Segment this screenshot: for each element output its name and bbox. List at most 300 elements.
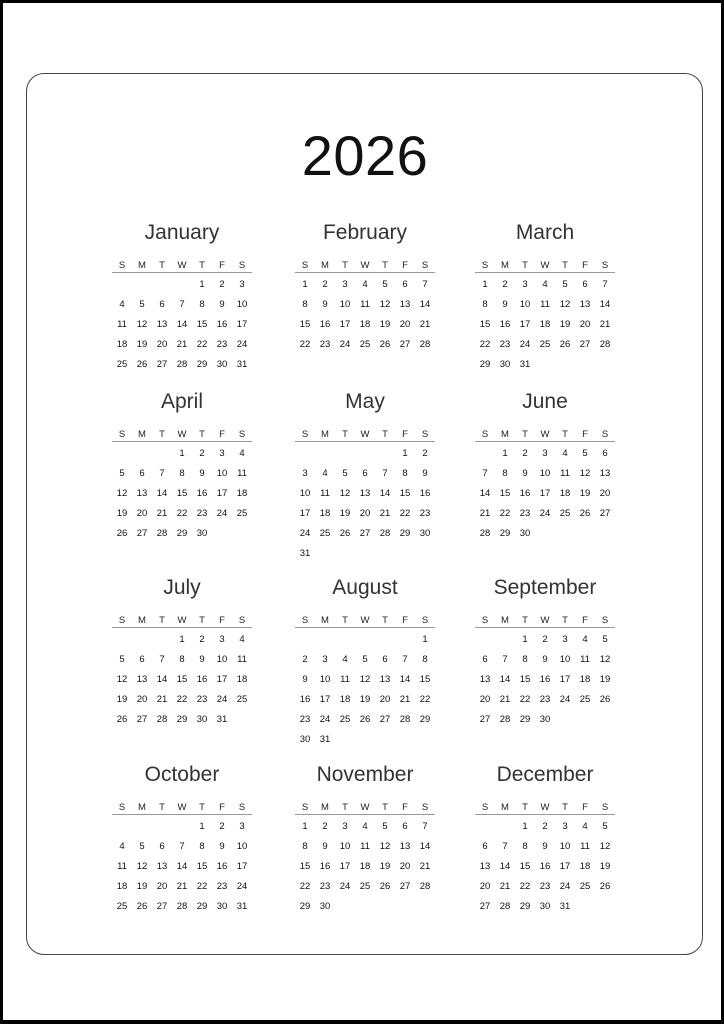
day-cell: 3 bbox=[342, 279, 348, 290]
day-cell: 28 bbox=[399, 714, 411, 725]
day-cell: 27 bbox=[379, 714, 391, 725]
day-cell: 9 bbox=[322, 841, 328, 852]
weekday-label: T bbox=[342, 429, 348, 440]
empty-cell bbox=[172, 817, 192, 837]
day-cell: 4 bbox=[362, 821, 368, 832]
day-cell: 4 bbox=[119, 299, 125, 310]
day-cell: 17 bbox=[236, 319, 248, 330]
weekday-label: F bbox=[402, 615, 408, 626]
month-december bbox=[475, 763, 615, 917]
weekday-label: T bbox=[199, 260, 205, 271]
day-cell: 24 bbox=[299, 528, 311, 539]
day-cell: 11 bbox=[360, 841, 370, 852]
day-cell: 10 bbox=[299, 488, 311, 499]
day-cell: 13 bbox=[479, 674, 491, 685]
day-cell: 21 bbox=[599, 319, 611, 330]
weekday-label: W bbox=[177, 615, 187, 626]
day-cell: 11 bbox=[320, 488, 330, 499]
day-cell: 28 bbox=[599, 339, 611, 350]
weekday-header bbox=[295, 258, 435, 273]
weekday-label: M bbox=[138, 615, 146, 626]
day-cell: 29 bbox=[519, 714, 531, 725]
day-cell: 6 bbox=[402, 279, 408, 290]
day-cell: 16 bbox=[499, 319, 511, 330]
weekday-label: F bbox=[402, 260, 408, 271]
day-cell: 2 bbox=[542, 821, 548, 832]
day-cell: 23 bbox=[519, 508, 531, 519]
day-cell: 12 bbox=[136, 319, 148, 330]
empty-cell bbox=[495, 630, 515, 650]
day-cell: 4 bbox=[239, 634, 245, 645]
day-cell: 26 bbox=[116, 714, 128, 725]
weekday-label: W bbox=[540, 260, 550, 271]
day-cell: 27 bbox=[479, 714, 491, 725]
empty-cell bbox=[475, 444, 495, 464]
day-cell: 6 bbox=[382, 654, 388, 665]
day-cell: 5 bbox=[582, 448, 588, 459]
day-cell: 11 bbox=[560, 468, 570, 479]
empty-cell bbox=[475, 817, 495, 837]
day-cell: 27 bbox=[599, 508, 611, 519]
day-cell: 16 bbox=[196, 488, 208, 499]
day-cell: 7 bbox=[179, 299, 185, 310]
empty-cell bbox=[112, 817, 132, 837]
day-cell: 12 bbox=[116, 674, 128, 685]
day-cell: 9 bbox=[422, 468, 428, 479]
day-grid bbox=[295, 444, 435, 564]
day-cell: 8 bbox=[522, 654, 528, 665]
day-cell: 22 bbox=[419, 694, 431, 705]
weekday-label: M bbox=[321, 615, 329, 626]
day-cell: 3 bbox=[542, 448, 548, 459]
day-cell: 13 bbox=[579, 299, 591, 310]
day-cell: 7 bbox=[422, 279, 428, 290]
day-cell: 6 bbox=[482, 654, 488, 665]
day-cell: 14 bbox=[156, 488, 168, 499]
empty-cell bbox=[152, 817, 172, 837]
day-cell: 9 bbox=[542, 654, 548, 665]
day-cell: 18 bbox=[559, 488, 571, 499]
weekday-label: S bbox=[118, 260, 126, 271]
day-cell: 1 bbox=[522, 821, 528, 832]
day-cell: 20 bbox=[156, 881, 168, 892]
day-grid bbox=[475, 275, 615, 375]
empty-cell bbox=[495, 817, 515, 837]
weekday-label: F bbox=[402, 429, 408, 440]
day-cell: 19 bbox=[136, 339, 148, 350]
weekday-label: T bbox=[522, 260, 528, 271]
day-cell: 17 bbox=[216, 674, 228, 685]
day-cell: 12 bbox=[579, 468, 591, 479]
day-cell: 12 bbox=[599, 841, 611, 852]
day-cell: 2 bbox=[542, 634, 548, 645]
weekday-label: M bbox=[501, 429, 509, 440]
day-cell: 18 bbox=[236, 488, 248, 499]
day-cell: 2 bbox=[219, 279, 225, 290]
day-cell: 6 bbox=[602, 448, 608, 459]
day-cell: 16 bbox=[299, 694, 311, 705]
day-cell: 8 bbox=[302, 841, 308, 852]
day-cell: 24 bbox=[319, 714, 331, 725]
day-cell: 13 bbox=[136, 674, 148, 685]
day-cell: 2 bbox=[522, 448, 528, 459]
weekday-header bbox=[475, 427, 615, 442]
empty-cell bbox=[132, 630, 152, 650]
day-cell: 30 bbox=[419, 528, 431, 539]
day-cell: 28 bbox=[156, 528, 168, 539]
weekday-label: T bbox=[382, 802, 388, 813]
day-cell: 19 bbox=[359, 694, 371, 705]
day-cell: 28 bbox=[479, 528, 491, 539]
day-cell: 7 bbox=[179, 841, 185, 852]
day-cell: 17 bbox=[319, 694, 331, 705]
weekday-label: M bbox=[321, 802, 329, 813]
day-cell: 18 bbox=[319, 508, 331, 519]
month-name: March bbox=[515, 221, 575, 244]
day-cell: 2 bbox=[322, 821, 328, 832]
month-july bbox=[112, 576, 252, 730]
empty-cell bbox=[112, 275, 132, 295]
weekday-label: T bbox=[562, 260, 568, 271]
day-cell: 23 bbox=[196, 508, 208, 519]
weekday-label: T bbox=[522, 615, 528, 626]
weekday-label: S bbox=[238, 429, 246, 440]
day-cell: 1 bbox=[179, 634, 185, 645]
day-cell: 9 bbox=[542, 841, 548, 852]
day-cell: 2 bbox=[302, 654, 308, 665]
weekday-label: W bbox=[177, 802, 187, 813]
day-cell: 13 bbox=[599, 468, 611, 479]
day-cell: 10 bbox=[539, 468, 551, 479]
day-cell: 28 bbox=[419, 339, 431, 350]
weekday-label: F bbox=[219, 802, 225, 813]
empty-cell bbox=[475, 630, 495, 650]
day-cell: 29 bbox=[419, 714, 431, 725]
day-cell: 4 bbox=[582, 634, 588, 645]
day-cell: 27 bbox=[156, 359, 168, 370]
weekday-label: F bbox=[582, 260, 588, 271]
day-cell: 23 bbox=[419, 508, 431, 519]
weekday-header bbox=[112, 258, 252, 273]
weekday-label: T bbox=[159, 802, 165, 813]
day-cell: 15 bbox=[196, 319, 208, 330]
day-cell: 21 bbox=[399, 694, 411, 705]
day-cell: 20 bbox=[359, 508, 371, 519]
day-cell: 4 bbox=[342, 654, 348, 665]
day-cell: 5 bbox=[362, 654, 368, 665]
day-cell: 11 bbox=[580, 841, 590, 852]
weekday-label: F bbox=[402, 802, 408, 813]
month-june bbox=[475, 390, 615, 544]
day-cell: 9 bbox=[302, 674, 308, 685]
weekday-label: M bbox=[501, 260, 509, 271]
day-cell: 14 bbox=[379, 488, 391, 499]
day-cell: 19 bbox=[379, 861, 391, 872]
weekday-label: S bbox=[238, 802, 246, 813]
day-cell: 12 bbox=[359, 674, 371, 685]
empty-cell bbox=[112, 444, 132, 464]
day-cell: 25 bbox=[539, 339, 551, 350]
day-cell: 20 bbox=[579, 319, 591, 330]
weekday-label: S bbox=[118, 615, 126, 626]
day-cell: 29 bbox=[519, 901, 531, 912]
day-cell: 27 bbox=[399, 339, 411, 350]
day-cell: 10 bbox=[319, 674, 331, 685]
day-cell: 14 bbox=[176, 861, 188, 872]
empty-cell bbox=[132, 817, 152, 837]
weekday-label: S bbox=[301, 260, 309, 271]
weekday-label: S bbox=[481, 260, 489, 271]
day-cell: 17 bbox=[339, 319, 351, 330]
weekday-label: S bbox=[421, 260, 429, 271]
day-cell: 25 bbox=[359, 881, 371, 892]
day-cell: 10 bbox=[559, 654, 571, 665]
day-cell: 24 bbox=[339, 881, 351, 892]
day-cell: 19 bbox=[599, 861, 611, 872]
day-cell: 18 bbox=[539, 319, 551, 330]
day-cell: 24 bbox=[539, 508, 551, 519]
day-cell: 29 bbox=[499, 528, 511, 539]
day-cell: 18 bbox=[236, 674, 248, 685]
day-cell: 17 bbox=[559, 861, 571, 872]
day-cell: 16 bbox=[319, 861, 331, 872]
day-cell: 17 bbox=[236, 861, 248, 872]
day-grid bbox=[295, 275, 435, 355]
weekday-label: W bbox=[360, 615, 370, 626]
weekday-label: M bbox=[138, 260, 146, 271]
day-cell: 21 bbox=[499, 881, 511, 892]
day-cell: 23 bbox=[539, 881, 551, 892]
day-cell: 12 bbox=[559, 299, 571, 310]
day-cell: 5 bbox=[139, 299, 145, 310]
weekday-label: F bbox=[219, 429, 225, 440]
day-cell: 6 bbox=[159, 299, 165, 310]
day-cell: 20 bbox=[399, 319, 411, 330]
month-august bbox=[295, 576, 435, 750]
day-cell: 17 bbox=[216, 488, 228, 499]
empty-cell bbox=[295, 444, 315, 464]
day-cell: 7 bbox=[402, 654, 408, 665]
weekday-header bbox=[112, 427, 252, 442]
day-cell: 21 bbox=[176, 339, 188, 350]
day-cell: 26 bbox=[359, 714, 371, 725]
day-cell: 22 bbox=[399, 508, 411, 519]
day-cell: 25 bbox=[579, 694, 591, 705]
day-cell: 15 bbox=[519, 674, 531, 685]
month-february bbox=[295, 221, 435, 355]
day-cell: 18 bbox=[339, 694, 351, 705]
day-cell: 23 bbox=[499, 339, 511, 350]
day-cell: 22 bbox=[196, 881, 208, 892]
day-cell: 16 bbox=[539, 861, 551, 872]
day-cell: 11 bbox=[580, 654, 590, 665]
day-cell: 9 bbox=[502, 299, 508, 310]
day-cell: 9 bbox=[199, 468, 205, 479]
weekday-label: T bbox=[522, 429, 528, 440]
day-cell: 16 bbox=[196, 674, 208, 685]
day-cell: 6 bbox=[482, 841, 488, 852]
day-cell: 7 bbox=[502, 654, 508, 665]
day-cell: 19 bbox=[116, 508, 128, 519]
day-cell: 16 bbox=[419, 488, 431, 499]
weekday-label: S bbox=[421, 802, 429, 813]
day-cell: 9 bbox=[219, 841, 225, 852]
day-cell: 16 bbox=[216, 861, 228, 872]
weekday-label: S bbox=[421, 429, 429, 440]
day-cell: 7 bbox=[602, 279, 608, 290]
weekday-label: F bbox=[582, 802, 588, 813]
day-cell: 13 bbox=[156, 319, 168, 330]
day-cell: 2 bbox=[199, 634, 205, 645]
day-cell: 20 bbox=[136, 694, 148, 705]
weekday-header bbox=[295, 800, 435, 815]
day-cell: 25 bbox=[339, 714, 351, 725]
day-cell: 19 bbox=[136, 881, 148, 892]
weekday-label: T bbox=[522, 802, 528, 813]
weekday-header bbox=[295, 427, 435, 442]
day-cell: 5 bbox=[139, 841, 145, 852]
day-cell: 17 bbox=[539, 488, 551, 499]
day-cell: 28 bbox=[499, 714, 511, 725]
weekday-label: T bbox=[159, 429, 165, 440]
day-cell: 14 bbox=[419, 841, 431, 852]
day-cell: 15 bbox=[299, 861, 311, 872]
month-name: June bbox=[522, 390, 568, 413]
day-cell: 1 bbox=[502, 448, 508, 459]
day-cell: 23 bbox=[539, 694, 551, 705]
day-cell: 3 bbox=[219, 634, 225, 645]
day-cell: 8 bbox=[199, 841, 205, 852]
weekday-label: T bbox=[382, 615, 388, 626]
day-cell: 28 bbox=[176, 901, 188, 912]
day-grid bbox=[112, 444, 252, 544]
day-cell: 17 bbox=[299, 508, 311, 519]
day-cell: 25 bbox=[116, 359, 128, 370]
day-cell: 14 bbox=[176, 319, 188, 330]
day-cell: 10 bbox=[339, 299, 351, 310]
day-cell: 11 bbox=[360, 299, 370, 310]
day-cell: 30 bbox=[196, 714, 208, 725]
weekday-header bbox=[475, 800, 615, 815]
weekday-label: S bbox=[601, 429, 609, 440]
day-cell: 20 bbox=[479, 694, 491, 705]
weekday-label: W bbox=[177, 429, 187, 440]
weekday-label: F bbox=[582, 429, 588, 440]
day-cell: 19 bbox=[379, 319, 391, 330]
day-cell: 13 bbox=[399, 841, 411, 852]
weekday-label: T bbox=[159, 615, 165, 626]
month-name: December bbox=[496, 763, 594, 786]
day-cell: 6 bbox=[362, 468, 368, 479]
empty-cell bbox=[132, 444, 152, 464]
month-name: August bbox=[332, 576, 398, 599]
day-cell: 10 bbox=[236, 841, 248, 852]
day-cell: 30 bbox=[539, 714, 551, 725]
month-september bbox=[475, 576, 615, 730]
day-cell: 25 bbox=[319, 528, 331, 539]
day-cell: 22 bbox=[299, 881, 311, 892]
day-grid bbox=[475, 444, 615, 544]
month-name: February bbox=[322, 221, 408, 244]
day-cell: 7 bbox=[159, 654, 165, 665]
day-cell: 8 bbox=[179, 654, 185, 665]
day-cell: 21 bbox=[499, 694, 511, 705]
day-cell: 21 bbox=[419, 319, 431, 330]
weekday-label: S bbox=[301, 615, 309, 626]
day-cell: 30 bbox=[216, 359, 228, 370]
day-cell: 5 bbox=[602, 821, 608, 832]
day-cell: 7 bbox=[422, 821, 428, 832]
empty-cell bbox=[112, 630, 132, 650]
empty-cell bbox=[315, 444, 335, 464]
day-cell: 9 bbox=[322, 299, 328, 310]
day-cell: 24 bbox=[216, 508, 228, 519]
weekday-label: T bbox=[199, 429, 205, 440]
day-cell: 27 bbox=[359, 528, 371, 539]
day-cell: 22 bbox=[196, 339, 208, 350]
day-cell: 7 bbox=[382, 468, 388, 479]
day-cell: 2 bbox=[422, 448, 428, 459]
day-cell: 11 bbox=[117, 861, 127, 872]
day-cell: 13 bbox=[399, 299, 411, 310]
day-cell: 20 bbox=[156, 339, 168, 350]
day-cell: 1 bbox=[522, 634, 528, 645]
day-cell: 5 bbox=[562, 279, 568, 290]
day-cell: 21 bbox=[156, 694, 168, 705]
day-cell: 28 bbox=[379, 528, 391, 539]
weekday-label: T bbox=[562, 615, 568, 626]
day-cell: 8 bbox=[179, 468, 185, 479]
day-cell: 1 bbox=[302, 821, 308, 832]
weekday-header bbox=[112, 613, 252, 628]
day-cell: 26 bbox=[339, 528, 351, 539]
weekday-label: T bbox=[199, 802, 205, 813]
day-cell: 12 bbox=[339, 488, 351, 499]
month-october bbox=[112, 763, 252, 917]
weekday-label: W bbox=[360, 429, 370, 440]
day-cell: 26 bbox=[379, 339, 391, 350]
weekday-label: T bbox=[382, 429, 388, 440]
weekday-label: M bbox=[501, 802, 509, 813]
day-cell: 4 bbox=[362, 279, 368, 290]
day-cell: 26 bbox=[379, 881, 391, 892]
day-cell: 13 bbox=[136, 488, 148, 499]
weekday-label: S bbox=[301, 802, 309, 813]
day-cell: 9 bbox=[219, 299, 225, 310]
month-november bbox=[295, 763, 435, 917]
day-cell: 13 bbox=[479, 861, 491, 872]
day-cell: 31 bbox=[236, 359, 248, 370]
day-cell: 6 bbox=[139, 468, 145, 479]
day-cell: 12 bbox=[379, 299, 391, 310]
day-cell: 8 bbox=[402, 468, 408, 479]
day-cell: 24 bbox=[559, 694, 571, 705]
weekday-label: S bbox=[238, 615, 246, 626]
day-cell: 20 bbox=[399, 861, 411, 872]
day-cell: 19 bbox=[339, 508, 351, 519]
day-cell: 17 bbox=[559, 674, 571, 685]
weekday-label: S bbox=[601, 260, 609, 271]
day-cell: 12 bbox=[136, 861, 148, 872]
day-cell: 7 bbox=[482, 468, 488, 479]
day-cell: 18 bbox=[116, 881, 128, 892]
day-cell: 3 bbox=[562, 634, 568, 645]
day-cell: 30 bbox=[499, 359, 511, 370]
day-cell: 2 bbox=[502, 279, 508, 290]
empty-cell bbox=[335, 444, 355, 464]
day-cell: 16 bbox=[519, 488, 531, 499]
day-cell: 3 bbox=[239, 279, 245, 290]
